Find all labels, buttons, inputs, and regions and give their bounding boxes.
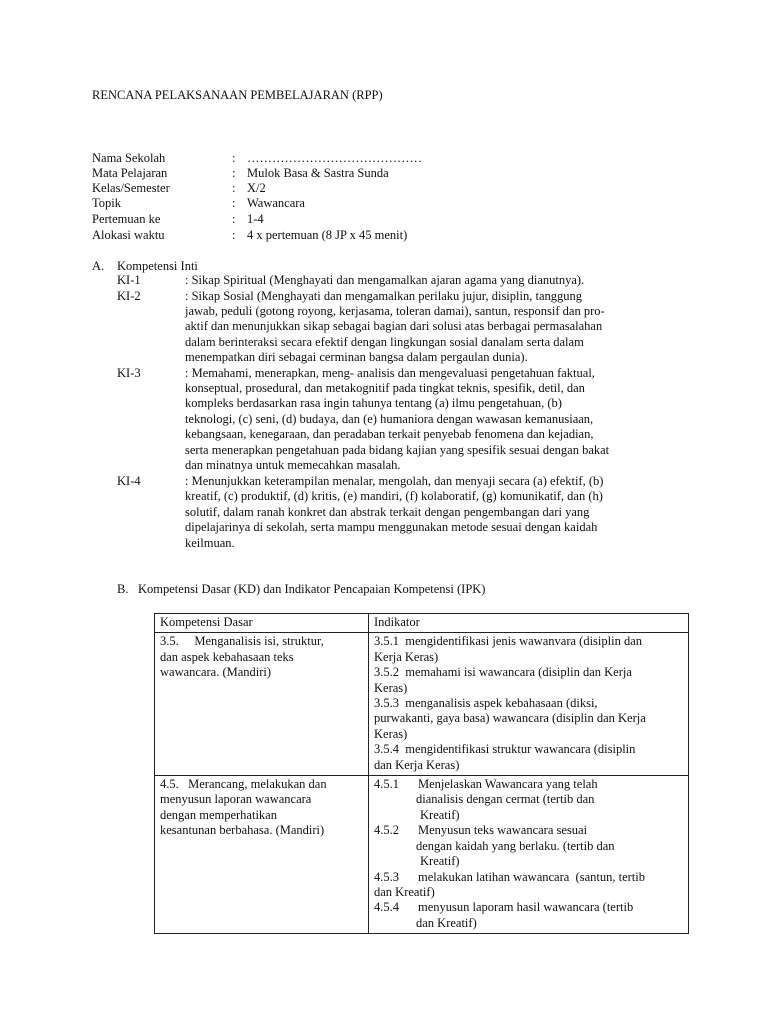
section-a-marker: A. (92, 259, 105, 273)
ki-line: aktif dan menunjukkan sikap sebagai bagian dari solusi atas berbagai permasalahan (185, 319, 603, 333)
indicator-line: dengan kaidah yang berlaku. (tertib dan (416, 838, 615, 853)
kd-line: 3.5. Menganalisis isi, struktur, (160, 634, 324, 649)
indicator-line: menyusun laporam hasil wawancara (tertib (418, 900, 634, 915)
indicator-line: Kreatif) (420, 807, 460, 822)
identity-colon: : (232, 181, 236, 195)
ki-line: kreatif, (c) produktif, (d) kritis, (e) mandiri, (f) kolaboratif, (g) komunikatif, dan (h) (185, 489, 603, 503)
indicator-line: 3.5.1 mengidentifikasi jenis wawanvara (disiplin dan (374, 634, 642, 649)
identity-label: Pertemuan ke (92, 212, 161, 226)
indicator-line: Keras) (374, 726, 408, 741)
identity-colon: : (232, 166, 236, 180)
kd-indicator-table (154, 613, 689, 934)
indicator-line: dan Kreatif) (416, 915, 477, 930)
ki-code: KI-2 (117, 289, 141, 303)
ki-line: kebangsaan, kenegaraan, dan peradaban terkait penyebab fenomena dan kejadian, (185, 427, 594, 441)
ki-code: KI-3 (117, 366, 141, 380)
indicator-cell (369, 633, 689, 776)
indicator-number: 4.5.3 (374, 869, 399, 884)
header-indikator: Indikator (369, 614, 689, 633)
identity-colon: : (232, 228, 236, 242)
identity-label: Nama Sekolah (92, 151, 166, 165)
indicator-number: 4.5.1 (374, 777, 399, 792)
ki-code: KI-4 (117, 474, 141, 488)
kd-line: dan aspek kebahasaan teks (160, 649, 294, 664)
kd-cell (155, 633, 369, 776)
kd-cell (155, 776, 369, 934)
identity-colon: : (232, 212, 236, 226)
indicator-line: Keras) (374, 680, 408, 695)
indicator-line: dan Kreatif) (374, 884, 435, 899)
ki-line: menempatkan diri sebagai cerminan bangsa dalam pergaulan dunia). (185, 350, 528, 364)
indicator-item (374, 900, 684, 915)
table-row (155, 633, 689, 776)
kd-line: 4.5. Merancang, melakukan dan (160, 777, 327, 792)
ki-line: dan minatnya untuk memecahkan masalah. (185, 458, 401, 472)
ki-line: jawab, peduli (gotong royong, kerjasama, toleran damai), santun, responsif dan pro- (185, 304, 605, 318)
identity-value: Mulok Basa & Sastra Sunda (247, 166, 389, 180)
indicator-item (374, 823, 684, 838)
indicator-line: Menyusun teks wawancara sesuai (418, 823, 588, 838)
identity-colon: : (232, 151, 236, 165)
table-row (155, 776, 689, 934)
identity-label: Kelas/Semester (92, 181, 170, 195)
ki-line: : Sikap Spiritual (Menghayati dan mengamalkan ajaran agama yang dianutnya). (185, 273, 585, 287)
identity-value: 1-4 (247, 212, 264, 226)
indicator-cell (369, 776, 689, 934)
identity-label: Mata Pelajaran (92, 166, 168, 180)
ki-line: : Menunjukkan keterampilan menalar, mengolah, dan menyaji secara (a) efektif, (b) (185, 474, 604, 488)
kd-line: wawancara. (Mandiri) (160, 665, 272, 680)
indicator-line: 3.5.3 menganalisis aspek kebahasaan (diksi, (374, 696, 598, 711)
indicator-line: Kerja Keras) (374, 649, 439, 664)
section-b-marker: B. (117, 582, 129, 596)
ki-code: KI-1 (117, 273, 141, 287)
ki-line: dipelajarinya di sekolah, serta mampu menggunakan metode sesuai dengan kaidah (185, 520, 598, 534)
header-kompetensi-dasar: Kompetensi Dasar (155, 614, 369, 633)
ki-line: kompleks berdasarkan rasa ingin tahunya tentang (a) ilmu pengetahuan, (b) (185, 396, 562, 410)
indicator-line: 3.5.4 mengidentifikasi struktur wawancara (disiplin (374, 742, 636, 757)
indicator-number: 4.5.4 (374, 900, 399, 915)
ki-line: dalam berinteraksi secara efektif dengan lingkungan sosial danalam serta dalam (185, 335, 584, 349)
indicator-line: melakukan latihan wawancara (santun, tertib (418, 869, 645, 884)
indicator-line: 3.5.2 memahami isi wawancara (disiplin dan Kerja (374, 665, 632, 680)
indicator-line: Menjelaskan Wawancara yang telah (418, 777, 598, 792)
ki-line: keilmuan. (185, 536, 235, 550)
indicator-number: 4.5.2 (374, 823, 399, 838)
indicator-line: Kreatif) (420, 854, 460, 869)
kd-line: dengan memperhatikan (160, 807, 277, 822)
ki-line: solutif, dalam ranah konkret dan abstrak terkait dengan pengembangan dari yang (185, 505, 590, 519)
indicator-line: dan Kerja Keras) (374, 757, 460, 772)
indicator-line: purwakanti, gaya basa) wawancara (disiplin dan Kerja (374, 711, 646, 726)
ki-line: : Memahami, menerapkan, meng- analisis dan mengevaluasi pengetahuan faktual, (185, 366, 595, 380)
identity-value: X/2 (247, 181, 266, 195)
table-header-row (155, 614, 689, 633)
kd-line: menyusun laporan wawancara (160, 792, 312, 807)
indicator-line: dianalisis dengan cermat (tertib dan (416, 792, 595, 807)
identity-colon: : (232, 196, 236, 210)
identity-value: …………………………………… (247, 151, 422, 165)
identity-value: 4 x pertemuan (8 JP x 45 menit) (247, 228, 408, 242)
ki-line: : Sikap Sosial (Menghayati dan mengamalkan perilaku jujur, disiplin, tanggung (185, 289, 582, 303)
kd-line: kesantunan berbahasa. (Mandiri) (160, 823, 325, 838)
ki-line: teknologi, (c) seni, (d) budaya, dan (e) humaniora dengan wawasan kemanusiaan, (185, 412, 594, 426)
identity-value: Wawancara (247, 196, 305, 210)
ki-line: serta menerapkan pengetahuan pada bidang kajian yang spesifik sesuai dengan bakat (185, 443, 610, 457)
indicator-item (374, 870, 684, 885)
identity-label: Topik (92, 196, 121, 210)
identity-label: Alokasi waktu (92, 228, 165, 242)
section-a-heading: Kompetensi Inti (117, 259, 198, 273)
indicator-item (374, 777, 684, 792)
section-b-heading: Kompetensi Dasar (KD) dan Indikator Pencapaian Kompetensi (IPK) (138, 582, 486, 596)
document-title: RENCANA PELAKSANAAN PEMBELAJARAN (RPP) (92, 88, 383, 102)
ki-line: konseptual, prosedural, dan metakognitif pada tingkat teknis, spesifik, detil, dan (185, 381, 585, 395)
